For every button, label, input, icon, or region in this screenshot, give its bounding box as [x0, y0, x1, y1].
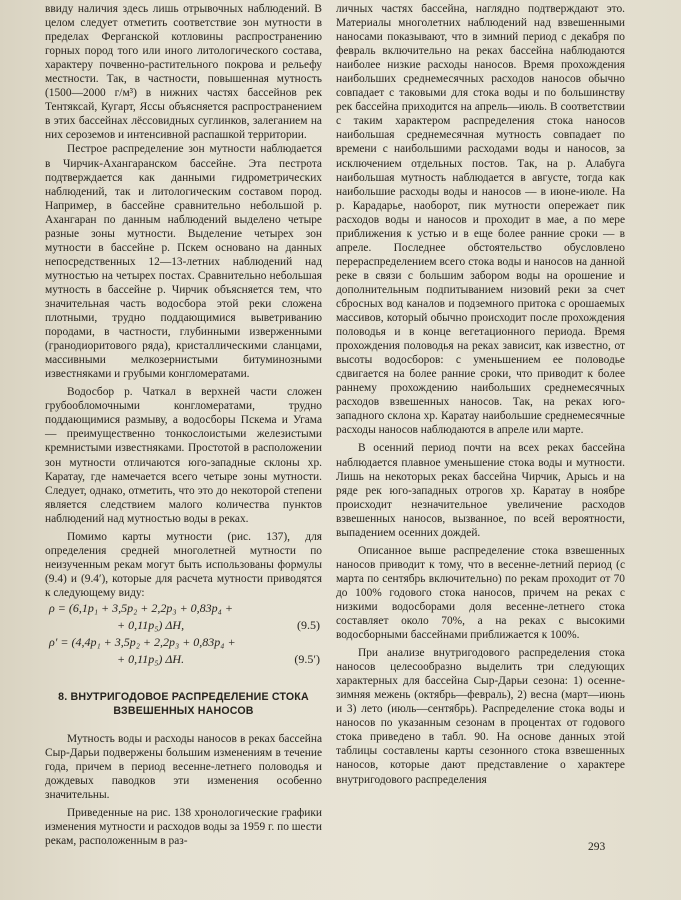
paragraph: Водосбор р. Чаткал в верхней части сложен грубообломочными конгломератами, трудно поддающимися размыву, а водосборы Пскема и Угама — преимущественно тонкослоистыми железистыми кремнистыми известняками. Простотой в расположении зон мутности отличаются юго-западные склоны хр. Каратау, где намечается всего четыре зоны мутности. Следует, однако, отметить, что это до некоторой степени является следствием малого количества пунктов наблюдений над мутностью воды в реках. [45, 386, 322, 525]
formula-9-5-line-1 [45, 601, 322, 617]
paragraph: личных частях бассейна, наглядно подтверждают это. Материалы многолетних наблюдений над взвешенными наносами показывают, что в зимний период с декабря по февраль включительно на реках бассейна наблюдаются наиболее низкие расходы наносов. Время прохождения наибольших среднемесячных расходов наносов обычно совпадает с таковыми для стока воды и по большинству рек бассейна приходится на апрель—июль. В соответствии с таким характером распределения стока наносов наибольшая среднемесячная мутность совпадает по времени с наибольшими расходами воды и наносов, за исключением отдельных постов. Так, на р. Алабуга наибольшая мутность наблюдается в августе, тогда как наибольшие расходы воды и наносов — в июне-июле. На р. Карадарье, наоборот, пик мутности опережает пик расходов воды и наносов и проходит в мае, а по мере приближения к устью и в еще более ранние сроки — в апреле. Последнее обстоятельство обусловлено перераспределением всего стока воды и наносов на данной реке в связи с большим забором воды на орошение и дополнительным подпитыванием низовий реки за счет сбросных вод каналов и подземного притока с орошаемых массивов, который обычно происходит после прохождения половодья и в конце вегетационного периода. Время прохождения половодья на реках зависит, как известно, от высоты водосборов: с уменьшением ее половодье сдвигается на более ранние сроки, что приводит к более раннему прохождению наибольших среднемесячных расходов взвешенных наносов. Так, на реках юго-западного склона хр. Каратау наибольшие среднемесячные расходы наносов наблюдаются в апреле или марте. [336, 3, 625, 437]
paragraph: Приведенные на рис. 138 хронологические графики изменения мутности и расходов воды за 1959 г. по шести рекам, расположенным в раз- [45, 807, 322, 848]
equation-number: (9.5) [297, 617, 320, 632]
equation-number: (9.5′) [294, 651, 320, 666]
section-heading [45, 690, 322, 718]
paragraph: ввиду наличия здесь лишь отрывочных наблюдений. В целом следует отметить соответствие зон мутности в пределах Ферганской котловины распространению горных пород того или иного литологического состава, характеру почвенно-растительного покрова и рельефу местности. Так, в частности, повышенная мутность (1500—2000 г/м³) в нижних частях бассейнов рек Тентяксай, Кугарт, Яссы объясняется распространением в этих бассейнах лёссовидных суглинков, залеганием на них сероземов и интенсивной распашкой территории. [45, 3, 322, 142]
formula-9-5-prime-line-2 [45, 652, 322, 668]
section-heading-line-2: ВЗВЕШЕННЫХ НАНОСОВ [113, 704, 254, 717]
paragraph: Пестрое распределение зон мутности наблюдается в Чирчик-Ахангаранском бассейне. Эта пестрота подтверждается как данными гидрометрических наблюдений, так и литологическим составом пород. Например, в бассейне сравнительно небольшой р. Ахангаран по данным наблюдений выделено четыре разные зоны мутности. Выделение четырех зон мутности в бассейне р. Пскем основано на данных непосредственных 12—13-летних наблюдений над мутностью на четырех постах. Сравнительно небольшая мутность в бассейне р. Чирчик объясняется тем, что значительная часть водосбора этой реки сложена плотными, трудно поддающимися выветриванию породами, в частности, глубинными изверженными (гранодиоритового ряда), кристаллическими сланцами, массивными мелкозернистыми битуминозными известняками и грубыми конгломератами. [45, 143, 322, 381]
page-number: 293 [588, 841, 606, 853]
formula-text: ρ = (6,1p₁ + 3,5p₂ + 2,2p₃ + 0,83p₄ + [49, 600, 233, 615]
formula-text: ρ′ = (4,4p₁ + 3,5p₂ + 2,2p₃ + 0,83p₄ + [49, 634, 236, 649]
paragraph: В осенний период почти на всех реках бассейна наблюдается плавное уменьшение стока воды и мутности. Лишь на некоторых реках бассейна Чирчик, Арысь и на ряде рек юго-западных отрогов хр. Каратау в ноябре происходит незначительное увеличение расходов взвешенных наносов, вызванное, по всей вероятности, выпадением осенних дождей. [336, 442, 625, 539]
right-column [336, 2, 625, 787]
paragraph: Мутность воды и расходы наносов в реках бассейна Сыр-Дарьи подвержены большим изменениям в течение года, причем в период весенне-летнего половодья и дождевых паводков эти изменения особенно значительны. [45, 732, 322, 802]
paragraph: Помимо карты мутности (рис. 137), для определения средней многолетней мутности по неизученным рекам могут быть использованы формулы (9.4) и (9.4′), которые для расчета мутности приводятся к следующему виду: [45, 530, 322, 599]
section-heading-line-1: 8. ВНУТРИГОДОВОЕ РАСПРЕДЕЛЕНИЕ СТОКА [58, 690, 309, 703]
formula-text: + 0,11p₅) ΔH, [117, 617, 185, 632]
left-column [45, 2, 322, 848]
paragraph: Описанное выше распределение стока взвешенных наносов приводит к тому, что в весенне-летний период (с марта по сентябрь включительно) по рекам проходит от 70 до 100% годового стока наносов, причем на реках с низкими водосборами доля весенне-летнего стока составляет около 70%, а на реках с высокими водосборными бассейнами приближается к 100%. [336, 544, 625, 642]
formula-text: + 0,11p₅) ΔH. [117, 651, 185, 666]
formula-9-5-prime-line-1 [45, 635, 322, 651]
formula-9-5-line-2 [45, 618, 322, 634]
paragraph: При анализе внутригодового распределения стока наносов целесообразно выделить три следующих характерных для бассейна Сыр-Дарьи сезона: 1) осенне-зимняя межень (октябрь—февраль), 2) весна (март—июнь и 3) лето (июль—сентябрь). Распределение стока воды и наносов по указанным сезонам в процентах от годового стока приведено в табл. 90. На основе данных этой таблицы составлены карты сезонного стока взвешенных наносов, которые дают представление о характере внутригодового распределения [336, 647, 625, 786]
